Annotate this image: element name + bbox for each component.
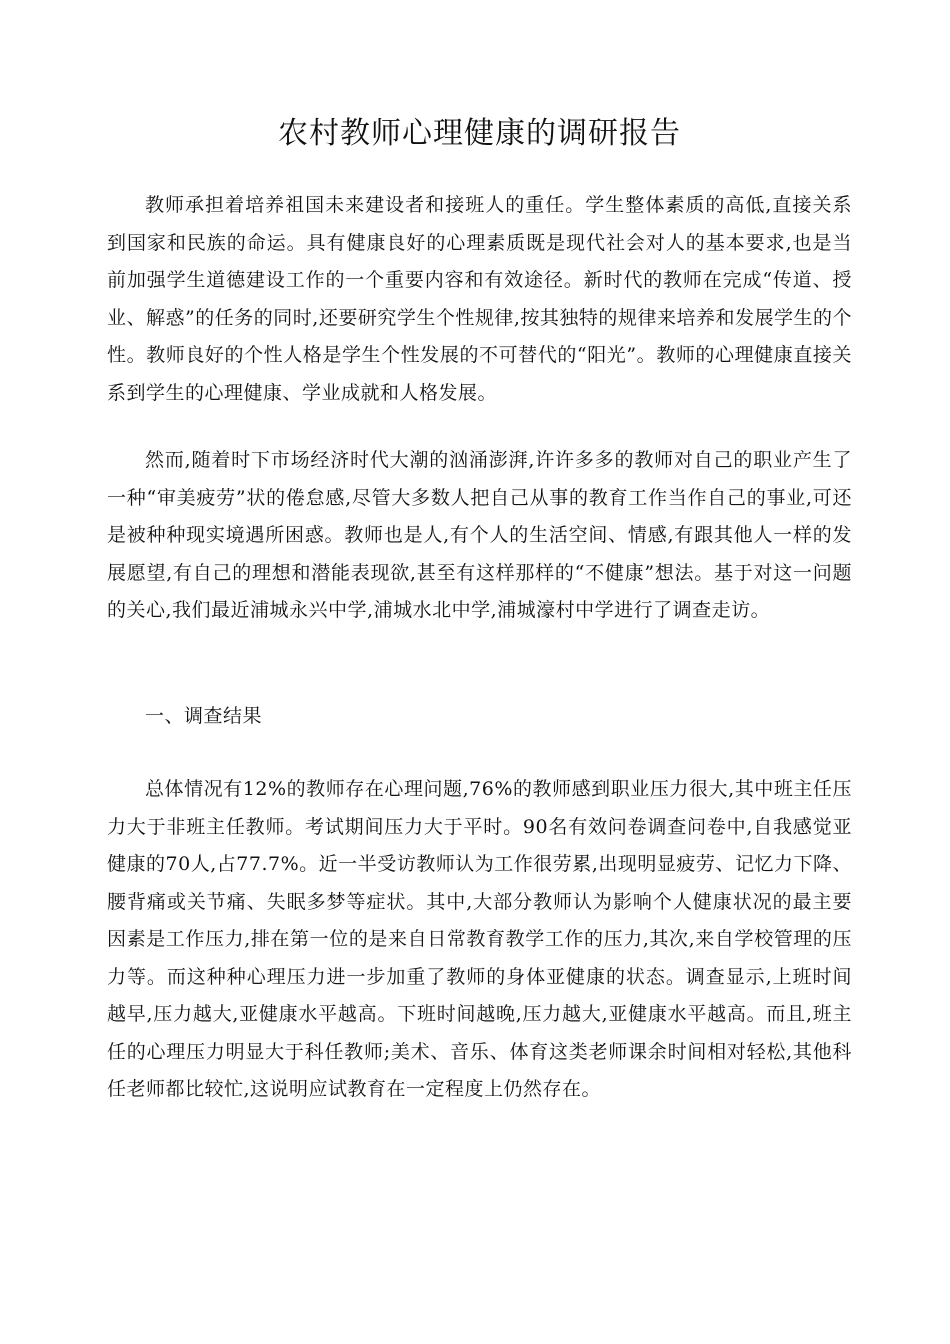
intro-paragraph: 教师承担着培养祖国未来建设者和接班人的重任。学生整体素质的高低,直接关系到国家和民族的命运。具有健康良好的心理素质既是现代社会对人的基本要求,也是当前加强学生道德建设工作的一个重要内容和有效途径。新时代的教师在完成“传道、授业、解惑”的任务的同时,还要研究学生个性规律,按其独特的规律来培养和发展学生的个性。教师良好的个性人格是学生个性发展的不可替代的“阳光”。教师的心理健康直接关系到学生的心理健康、学业成就和人格发展。 xyxy=(107,194,852,404)
survey-results-paragraph: 总体情况有12%的教师存在心理问题,76%的教师感到职业压力很大,其中班主任压力大于非班主任教师。考试期间压力大于平时。90名有效问卷调查问卷中,自我感觉亚健康的70人,占77.7%。近一半受访教师认为工作很劳累,出现明显疲劳、记忆力下降、腰背痛或关节痛、失眠多梦等症状。其中,大部分教师认为影响个人健康状况的最主要因素是工作压力,排在第一位的是来自日常教育教学工作的压力,其次,来自学校管理的压力等。而这种种心理压力进一步加重了教师的身体亚健康的状态。调查显示,上班时间越早,压力越大,亚健康水平越高。下班时间越晚,压力越大,亚健康水平越高。而且,班主任的心理压力明显大于科任教师;美术、音乐、体育这类老师课余时间相对轻松,其他科任老师都比较忙,这说明应试教育在一定程度上仍然存在。 xyxy=(107,778,852,1100)
background-paragraph: 然而,随着时下市场经济时代大潮的汹涌澎湃,许许多多的教师对自己的职业产生了一种“审美疲劳”状的倦怠感,尽管大多数人把自己从事的教育工作当作自己的事业,可还是被种种现实境遇所困惑。教师也是人,有个人的生活空间、情感,有跟其他人一样的发展愿望,有自己的理想和潜能表现欲,甚至有这样那样的“不健康”想法。基于对这一问题的关心,我们最近浦城永兴中学,浦城水北中学,浦城濠村中学进行了调查走访。 xyxy=(107,449,852,621)
document-title: 农村教师心理健康的调研报告 xyxy=(278,116,681,151)
section-heading: 一、调查结果 xyxy=(145,705,263,727)
